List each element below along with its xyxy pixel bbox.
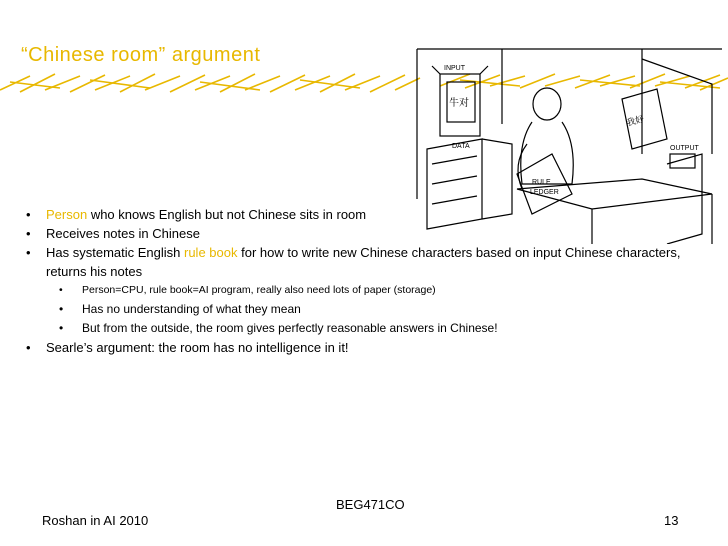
highlight-person: Person: [46, 207, 88, 222]
illustration-rule-label: RULE: [532, 179, 551, 186]
bullet-rule-book: [26, 243, 716, 281]
subbullet-reasonable-answers: • But from the outside, the room gives perfectly reasonable answers in Chinese!: [26, 319, 716, 338]
illustration-input-label: INPUT: [444, 65, 465, 72]
bullet-list: [26, 205, 716, 357]
footer-page-number: 13: [664, 513, 679, 528]
illustration-screen-glyphs: 牛对: [449, 98, 469, 109]
illustration-data-label: DATA: [452, 143, 470, 150]
highlight-rule-book: rule book: [184, 245, 238, 260]
subbullet-no-understanding: • Has no understanding of what they mean: [26, 300, 716, 319]
footer-author: Roshan in AI 2010: [42, 513, 149, 528]
illustration-output-label: OUTPUT: [670, 145, 699, 152]
bullet-rule-book-post: for how to write new Chinese characters based on input Chinese characters, returns his notes: [46, 245, 681, 279]
illustration-ledger-label: LEDGER: [530, 189, 559, 196]
slide-title: “Chinese room” argument: [21, 44, 261, 66]
illustration-note-glyphs: 我好: [625, 114, 646, 129]
subbullet-cpu-analogy: • Person=CPU, rule book=AI program, really also need lots of paper (storage): [26, 281, 716, 300]
footer-course-code: BEG471CO: [336, 497, 405, 512]
bullet-searle-argument: • Searle’s argument: the room has no intelligence in it!: [26, 338, 716, 357]
bullet-rule-book-pre: Has systematic English: [46, 245, 184, 260]
bullet-person-text: who knows English but not Chinese sits in room: [87, 207, 367, 222]
bullet-receives-notes: • Receives notes in Chinese: [26, 224, 716, 243]
bullet-person: [26, 205, 716, 224]
